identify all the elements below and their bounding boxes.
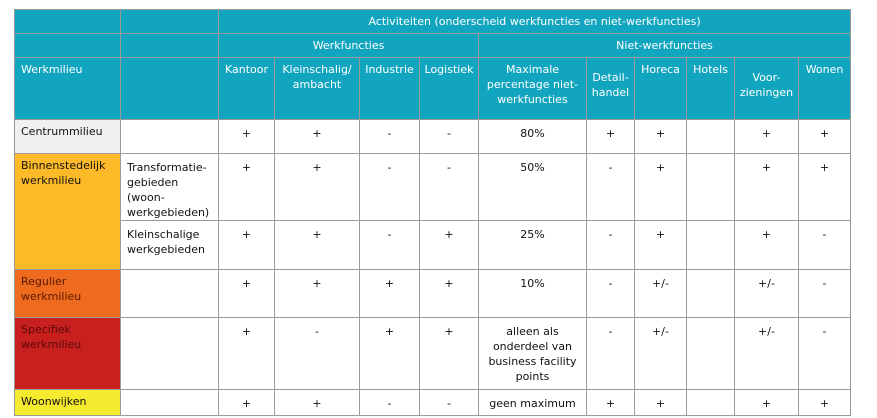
- value-cell: -: [587, 154, 635, 221]
- activities-header: Activiteiten (onderscheid werkfuncties en niet-werkfuncties): [219, 10, 851, 34]
- value-cell: [687, 120, 735, 154]
- table-row: [15, 390, 851, 416]
- value-cell: +: [219, 270, 275, 318]
- value-cell: 10%: [479, 270, 587, 318]
- value-cell: +: [219, 120, 275, 154]
- col-header-kleinschalig: Kleinschalig/ ambacht: [275, 58, 360, 120]
- value-cell: +: [735, 390, 799, 416]
- value-cell: +: [635, 154, 687, 221]
- value-cell: [687, 221, 735, 270]
- value-cell: +: [420, 270, 479, 318]
- value-cell: geen maximum: [479, 390, 587, 416]
- value-cell: 50%: [479, 154, 587, 221]
- value-cell: +: [219, 318, 275, 390]
- header-row-1: [15, 10, 851, 34]
- value-cell: +/-: [735, 270, 799, 318]
- value-cell: -: [360, 120, 420, 154]
- table-row: [15, 221, 851, 270]
- value-cell: -: [587, 318, 635, 390]
- value-cell: 25%: [479, 221, 587, 270]
- value-cell: +: [635, 390, 687, 416]
- table-row: [15, 154, 851, 221]
- value-cell: +: [219, 154, 275, 221]
- value-cell: +: [275, 270, 360, 318]
- value-cell: [687, 270, 735, 318]
- col-header-hotels: Hotels: [687, 58, 735, 120]
- milieu-cell-centrummilieu: Centrummilieu: [15, 120, 121, 154]
- value-cell: +: [219, 221, 275, 270]
- value-cell: +: [587, 120, 635, 154]
- header-row-3: [15, 58, 851, 120]
- milieu-cell-woonwijken: Woonwijken: [15, 390, 121, 416]
- col-header-horeca: Horeca: [635, 58, 687, 120]
- milieu-cell-specifiek: Specifiek werkmilieu: [15, 318, 121, 390]
- header-corner-1: [15, 10, 121, 34]
- value-cell: [687, 390, 735, 416]
- value-cell: -: [587, 270, 635, 318]
- col-header-voorzieningen: Voor- zieningen: [735, 58, 799, 120]
- value-cell: [687, 318, 735, 390]
- value-cell: +/-: [635, 318, 687, 390]
- col-header-kantoor: Kantoor: [219, 58, 275, 120]
- col-header-industrie: Industrie: [360, 58, 420, 120]
- header-corner-2: [121, 10, 219, 34]
- value-cell: 80%: [479, 120, 587, 154]
- value-cell: -: [587, 221, 635, 270]
- value-cell: alleen als onderdeel van business facility points: [479, 318, 587, 390]
- value-cell: [687, 154, 735, 221]
- value-cell: +: [635, 221, 687, 270]
- value-cell: -: [420, 154, 479, 221]
- value-cell: -: [799, 270, 851, 318]
- value-cell: +: [275, 154, 360, 221]
- value-cell: +/-: [635, 270, 687, 318]
- werkmilieu-header: Werkmilieu: [15, 58, 121, 120]
- value-cell: +: [735, 120, 799, 154]
- col-header-wonen: Wonen: [799, 58, 851, 120]
- value-cell: -: [799, 318, 851, 390]
- value-cell: +: [275, 221, 360, 270]
- value-cell: +: [735, 221, 799, 270]
- sub-header-blank: [121, 58, 219, 120]
- milieu-cell-regulier: Regulier werkmilieu: [15, 270, 121, 318]
- value-cell: +: [275, 390, 360, 416]
- sub-cell: [121, 270, 219, 318]
- value-cell: -: [799, 221, 851, 270]
- header-row-2: [15, 34, 851, 58]
- table-row: [15, 120, 851, 154]
- header-blank-1: [15, 34, 121, 58]
- value-cell: +: [360, 270, 420, 318]
- werkfuncties-header: Werkfuncties: [219, 34, 479, 58]
- milieu-cell-binnenstedelijk: Binnenstedelijk werkmilieu: [15, 154, 121, 270]
- sub-cell: Kleinschalige werkgebieden: [121, 221, 219, 270]
- activities-table: [14, 9, 851, 416]
- sub-cell: [121, 318, 219, 390]
- value-cell: +: [735, 154, 799, 221]
- value-cell: -: [420, 120, 479, 154]
- value-cell: +: [799, 120, 851, 154]
- value-cell: +: [420, 221, 479, 270]
- header-blank-2: [121, 34, 219, 58]
- value-cell: +: [799, 390, 851, 416]
- col-header-max-percentage: Maximale percentage niet-werkfuncties: [479, 58, 587, 120]
- sub-cell: [121, 390, 219, 416]
- value-cell: +: [420, 318, 479, 390]
- value-cell: +: [275, 120, 360, 154]
- table-row: [15, 270, 851, 318]
- col-header-logistiek: Logistiek: [420, 58, 479, 120]
- sub-cell: [121, 120, 219, 154]
- value-cell: +: [587, 390, 635, 416]
- sub-cell: Transformatie- gebieden (woon- werkgebieden): [121, 154, 219, 221]
- value-cell: -: [360, 154, 420, 221]
- value-cell: -: [420, 390, 479, 416]
- value-cell: +: [799, 154, 851, 221]
- value-cell: +/-: [735, 318, 799, 390]
- col-header-detailhandel: Detail- handel: [587, 58, 635, 120]
- value-cell: -: [275, 318, 360, 390]
- value-cell: +: [360, 318, 420, 390]
- table-row: [15, 318, 851, 390]
- value-cell: -: [360, 221, 420, 270]
- value-cell: +: [635, 120, 687, 154]
- value-cell: -: [360, 390, 420, 416]
- niet-werkfuncties-header: Niet-werkfuncties: [479, 34, 851, 58]
- value-cell: +: [219, 390, 275, 416]
